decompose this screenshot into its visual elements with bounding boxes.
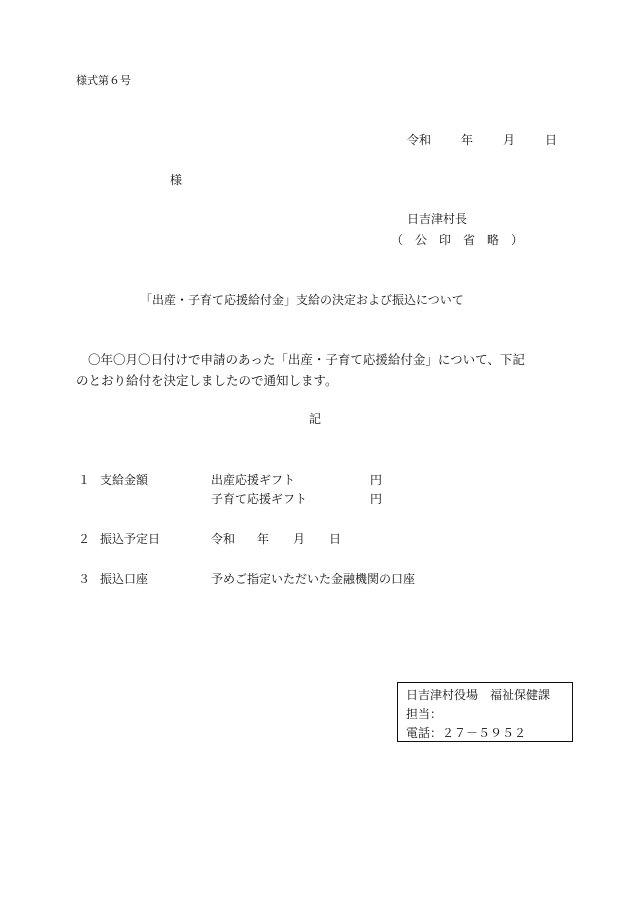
date-era: 令和 [407, 133, 432, 147]
transfer-date [211, 530, 341, 547]
issuer-name: 日吉津村長 [407, 212, 468, 226]
body-paragraph [76, 349, 558, 391]
item-2-label: 振込予定日 [100, 532, 161, 546]
document-title: 「出産・子育て応援給付金」支給の決定および振込について [140, 293, 464, 307]
transfer-day: 日 [329, 532, 342, 546]
body-line-1: 〇年〇月〇日付けで申請のあった「出産・子育て応援給付金」について、下記 [88, 352, 525, 367]
transfer-era: 令和 [211, 532, 236, 546]
body-line-2: のとおり給付を決定しましたので通知します。 [76, 373, 338, 388]
seal-omitted-note: （ 公 印 省 略 ） [391, 233, 524, 247]
item-3-number: ３ [78, 572, 91, 586]
birth-gift-yen: 円 [370, 473, 383, 487]
date-year: 年 [461, 133, 474, 147]
transfer-year: 年 [257, 532, 270, 546]
contact-person: 担当： [406, 707, 443, 721]
form-number: 様式第６号 [76, 74, 131, 87]
transfer-month: 月 [293, 532, 306, 546]
addressee-suffix: 様 [170, 173, 183, 187]
item-3-label: 振込口座 [100, 572, 149, 586]
birth-gift-label: 出産応援ギフト [211, 473, 296, 487]
contact-department: 日吉津村役場 福祉保健課 [406, 688, 551, 702]
item-1-number: １ [78, 473, 91, 487]
ki-heading: 記 [309, 412, 322, 426]
contact-box [397, 682, 573, 742]
childcare-gift-yen: 円 [370, 492, 383, 506]
date-month: 月 [503, 133, 516, 147]
item-1-label: 支給金額 [100, 473, 149, 487]
contact-phone: 電話：２７－５９５２ [406, 726, 527, 740]
issue-date [407, 131, 557, 148]
date-day: 日 [545, 133, 558, 147]
item-2-number: ２ [78, 532, 91, 546]
account-value: 予めご指定いただいた金融機関の口座 [211, 572, 416, 586]
childcare-gift-label: 子育て応援ギフト [211, 492, 308, 506]
